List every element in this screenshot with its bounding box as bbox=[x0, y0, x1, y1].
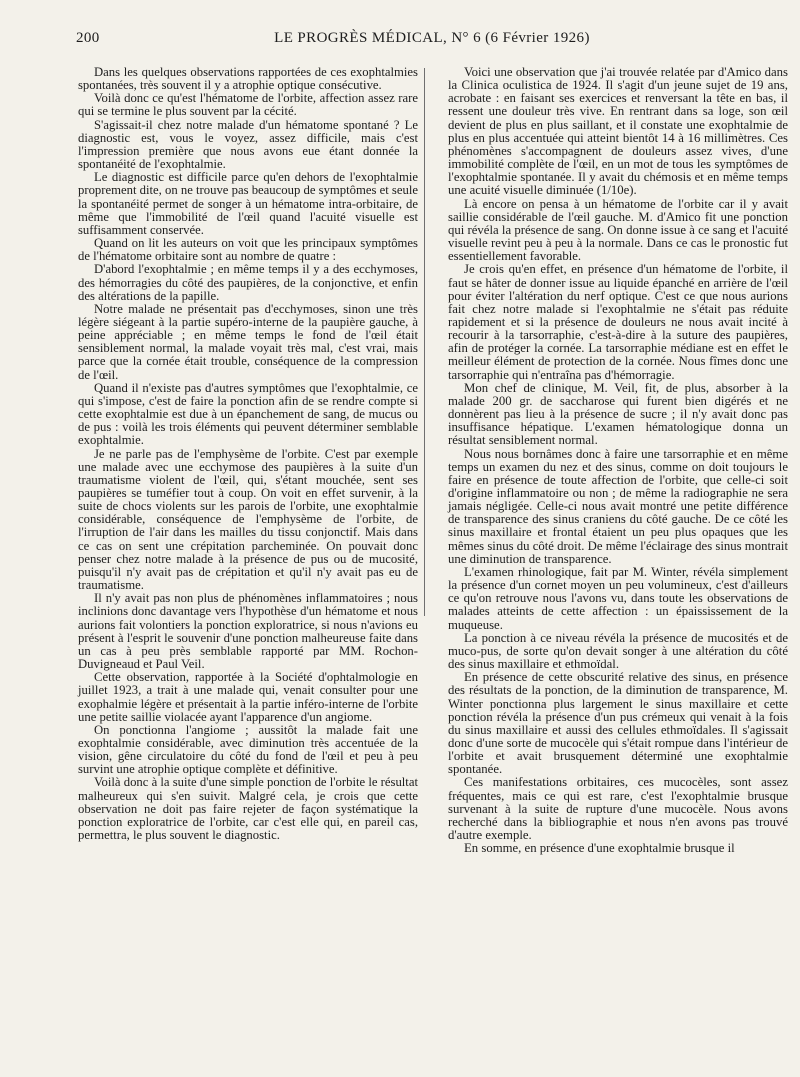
paragraph: D'abord l'exophtalmie ; en même temps il y a des ecchymoses, des hémorragies du côté des paupières, de la conjonctive, et enfin des altérations de la papille. bbox=[78, 262, 418, 303]
running-title: LE PROGRÈS MÉDICAL, N° 6 (6 Février 1926) bbox=[274, 30, 590, 46]
paragraph: Cette observation, rapportée à la Société d'ophtalmologie en juillet 1923, a trait à une malade qui, venait consulter pour une exophalmie légère et présentait à la partie inféro-interne de l'orbite une petite saillie violacée ayant l'apparence d'un angiome. bbox=[78, 670, 418, 724]
paragraph: Notre malade ne présentait pas d'ecchymoses, sinon une très légère siégeant à la partie supéro-interne de la paupière gauche, à peine appréciable ; en même temps le fond de l'œil était sensiblement normal, la malade voyait très mal, c'est vrai, mais parce que la cornée était trouble, conséquence de la compression de l'œil. bbox=[78, 301, 418, 382]
paragraph: Ces manifestations orbitaires, ces mucocèles, sont assez fréquentes, mais ce qui est rare, c'est l'exophtalmie brusque survenant à la suite de rupture d'une mucocèle. Nous avons recherché dans la bibliographie et nous n'en avons pas trouvé d'autre exemple. bbox=[448, 775, 788, 843]
page-header bbox=[76, 30, 788, 52]
page-number: 200 bbox=[76, 30, 100, 46]
paragraph: Il n'y avait pas non plus de phénomènes inflammatoires ; nous inclinions donc davantage vers l'hypothèse d'un hématome et nous aurions fait volontiers la ponction exploratrice, si nous n'avions eu présent à l'esprit le souvenir d'une ponction malheureuse faite dans un cas à peu près semblable rapporté par MM. Rochon-Duvigneaud et Paul Veil. bbox=[78, 591, 418, 672]
paragraph: Nous nous bornâmes donc à faire une tarsorraphie et en même temps un examen du nez et des sinus, comme on doit toujours le faire en présence de toute affection de l'orbite, que celle-ci soit d'origine inflammatoire ou non ; de même la radiographie ne sera jamais négligée. Celle-ci nous avait montré une petite différence de transparence des sinus craniens du côté gauche. De ce côté les sinus maxillaire et frontal étaient un peu plus opaques que les mêmes sinus du côté droit. De même l'éclairage des sinus montrait une diminution de transparence. bbox=[448, 446, 788, 566]
paragraph: Je ne parle pas de l'emphysème de l'orbite. C'est par exemple une malade avec une ecchymose des paupières à la suite d'un traumatisme violent de l'œil, qui, s'étant mouchée, sent ses paupières se tuméfier tout à coup. On voit en effet survenir, à la suite de chocs violents sur les parois de l'orbite, une exophtalmie considérable, conséquence de l'emphysème de l'orbite, de l'irruption de l'air dans les mailles du tissu conjonctif. Mais dans ce cas on sent une crépitation parcheminée. On pouvait donc penser chez notre malade à la présence de pus ou de mucosité, puisqu'il n'y avait pas de crépitation et qu'il n'y avait pas eu de traumatisme. bbox=[78, 446, 418, 593]
paragraph: Dans les quelques observations rapportées de ces exophtalmies spontanées, très souvent il y a atrophie optique consécutive. bbox=[78, 65, 418, 93]
paragraph: On ponctionna l'angiome ; aussitôt la malade fait une exophtalmie considérable, avec diminution très accentuée de la vision, gêne circulatoire du côté du fond de l'œil et peu à peu survint une atrophie optique complète et définitive. bbox=[78, 722, 418, 777]
paragraph: Voilà donc à la suite d'une simple ponction de l'orbite le résultat malheureux qui s'en suivit. Malgré cela, je crois que cette observation ne doit pas faire rejeter de façon systématique la ponction exploratrice de l'orbite, car c'est elle qui, en pareil cas, permettra, le plus souvent le diagnostic. bbox=[78, 775, 418, 843]
paragraph: En présence de cette obscurité relative des sinus, en présence des résultats de la ponction, de la diminution de transparence, M. Winter ponctionna plus largement le sinus maxillaire et cette ponction révéla la présence d'un pus crémeux qui venait à la fois du sinus maxillaire et aussi des cellules ethmoïdales. Il s'agissait donc d'une sorte de mucocèle qui s'était rompue dans l'intérieur de l'orbite et avait brusquement déterminé une exophtalmie spontanée. bbox=[448, 670, 788, 777]
paragraph: Quand on lit les auteurs on voit que les principaux symptômes de l'hématome orbitaire sont au nombre de quatre : bbox=[78, 236, 418, 264]
left-column bbox=[78, 66, 418, 842]
paragraph: L'examen rhinologique, fait par M. Winter, révéla simplement la présence d'un cornet moyen un peu volumineux, c'est d'ailleurs ce qu'on retrouve nous l'avons vu, dans toute les observations de malades atteints de cette affection : un épaississement de la muqueuse. bbox=[448, 564, 788, 632]
paragraph: Quand il n'existe pas d'autres symptômes que l'exophtalmie, ce qui s'impose, c'est de faire la ponction afin de se rendre compte si cette exophtalmie est due à un épanchement de sang, de mucus ou de pus : voilà les trois éléments qui peuvent déterminer semblable exophtalmie. bbox=[78, 380, 418, 448]
paragraph: Voici une observation que j'ai trouvée relatée par d'Amico dans la Clinica oculistica de 1924. Il s'agit d'un jeune sujet de 19 ans, acrobate : en faisant ses exercices et renversant la tête en bas, il ressent une douleur très vive. En rentrant dans sa loge, son œil devient de plus en plus saillant, et il constate une exophtalmie de plus en plus accentuée qui atteint bientôt 14 à 16 millimètres. Ces phénomènes s'accompagnent de douleurs assez vives, d'une immobilité complète de l'œil, en un mot de tous les symptômes de l'exophtalmie spontanée. Il y avait du chémosis et en même temps une acuité visuelle diminuée (1/10e). bbox=[448, 65, 788, 198]
paragraph: En somme, en présence d'une exophtalmie brusque il bbox=[464, 841, 735, 856]
paragraph: Mon chef de clinique, M. Veil, fit, de plus, absorber à la malade 200 gr. de saccharose qui furent bien digérés et ne donnèrent pas lieu à la présence de sucre ; il n'y avait donc pas insuffisance hépatique. L'examen hématologique donna un résultat sensiblement normal. bbox=[448, 380, 788, 448]
paragraph: La ponction à ce niveau révéla la présence de mucosités et de muco-pus, de sorte qu'on devait songer à une altération du côté des sinus maxillaire et ethmoïdal. bbox=[448, 630, 788, 672]
paragraph: Là encore on pensa à un hématome de l'orbite car il y avait saillie considérable de l'œil gauche. M. d'Amico fit une ponction qui révéla la présence de sang. On donne issue à ce sang et l'acuité visuelle revint peu à peu à la normale. Dans ce cas le pronostic fut essentiellement favorable. bbox=[448, 196, 788, 264]
paragraph: Je crois qu'en effet, en présence d'un hématome de l'orbite, il faut se hâter de donner issue au liquide épanché en arrière de l'œil pour éviter l'altération du nerf optique. C'est ce que nous aurions fait chez notre malade si l'exophtalmie ne s'était pas réduite rapidement et si la présence de douleurs ne nous avait incité à recourir à la tarsorraphie, c'est-à-dire à la suture des paupières, afin de protéger la cornée. La tarsorraphie médiane est en effet le meilleur élément de protection de la cornée. Nous fîmes donc une tarsorraphie qui n'entraîna pas d'hémorragie. bbox=[448, 262, 788, 382]
paragraph: Voilà donc ce qu'est l'hématome de l'orbite, affection assez rare qui se termine le plus souvent par la cécité. bbox=[78, 91, 418, 119]
paragraph: Le diagnostic est difficile parce qu'en dehors de l'exophtalmie proprement dite, on ne trouve pas beaucoup de symptômes et seule la spontanéité permet de songer à un hématome intra-orbitaire, de même que l'immobilité de l'œil quand l'acuité visuelle est suffisamment conservée. bbox=[78, 170, 418, 237]
column-divider bbox=[424, 68, 425, 616]
paragraph: S'agissait-il chez notre malade d'un hématome spontané ? Le diagnostic est, vous le voyez, assez difficile, mais c'est l'impression première que nous avons eue étant donnée la spontanéité de l'exophtalmie. bbox=[78, 117, 418, 172]
right-column bbox=[448, 66, 788, 855]
